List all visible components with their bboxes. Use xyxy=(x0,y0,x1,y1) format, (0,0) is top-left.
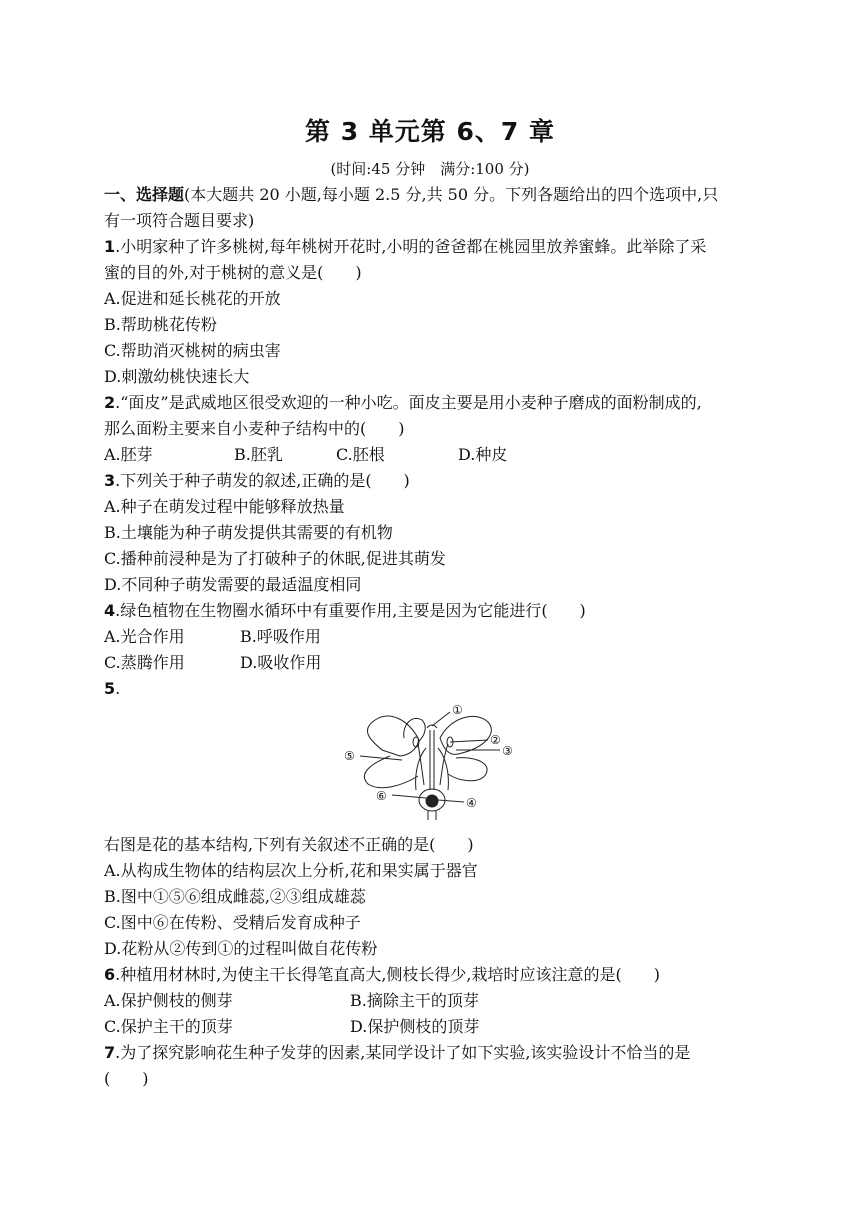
question-text: .种植用材林时,为使主干长得笔直高大,侧枝长得少,栽培时应该注意的是( ) xyxy=(115,965,660,984)
question-number: 3 xyxy=(104,471,116,490)
question-5-stem xyxy=(104,678,764,700)
ovule xyxy=(426,795,438,807)
question-6-option-b: B.摘除主干的顶芽 xyxy=(350,991,479,1010)
question-7-stem xyxy=(104,1042,764,1064)
question-number: 7 xyxy=(104,1043,116,1062)
question-6-options-row1 xyxy=(104,990,764,1012)
label-6: ⑥ xyxy=(376,789,387,803)
question-6-options-row2 xyxy=(104,1016,764,1038)
question-3-stem xyxy=(104,470,764,492)
question-text: .“面皮”是武威地区很受欢迎的一种小吃。面皮主要是用小麦种子磨成的面粉制成的, xyxy=(115,393,702,412)
question-4-option-b: B.呼吸作用 xyxy=(240,627,321,646)
question-1-stem xyxy=(104,236,764,258)
question-4-option-a: A.光合作用 xyxy=(104,627,185,646)
question-1-option-a: A.促进和延长桃花的开放 xyxy=(104,289,281,308)
leader-1 xyxy=(432,712,450,726)
question-1-option-b: B.帮助桃花传粉 xyxy=(104,315,217,334)
question-4-option-c: C.蒸腾作用 xyxy=(104,653,185,672)
question-2-stem xyxy=(104,392,764,414)
section-head: 一、选择题 xyxy=(104,185,185,204)
question-3-option-c: C.播种前浸种是为了打破种子的休眠,促进其萌发 xyxy=(104,549,446,568)
question-number: 6 xyxy=(104,965,116,984)
question-1-option-d: D.刺激幼桃快速长大 xyxy=(104,367,250,386)
question-6-option-a: A.保护侧枝的侧芽 xyxy=(104,991,233,1010)
question-4-options-row2 xyxy=(104,652,764,674)
question-5-option-d: D.花粉从②传到①的过程叫做自花传粉 xyxy=(104,939,378,958)
petal-left xyxy=(367,716,418,756)
question-2-option-c: C.胚根 xyxy=(336,445,385,464)
question-3-option-b: B.土壤能为种子萌发提供其需要的有机物 xyxy=(104,523,393,542)
page-title: 第 3 单元第 6、7 章 xyxy=(304,117,555,146)
section-header-line1 xyxy=(104,184,764,206)
petal-right xyxy=(440,716,491,754)
question-5-option-a: A.从构成生物体的结构层次上分析,花和果实属于器官 xyxy=(104,861,478,880)
question-4-stem xyxy=(104,600,764,622)
question-2-option-d: D.种皮 xyxy=(458,445,508,464)
style xyxy=(430,730,434,790)
question-number: 4 xyxy=(104,601,116,620)
flower-structure-diagram xyxy=(330,700,530,820)
leader-5 xyxy=(360,756,402,760)
label-4: ④ xyxy=(466,796,477,810)
section-instructions: (本大题共 20 小题,每小题 2.5 分,共 50 分。下列各题给出的四个选项中,只 xyxy=(184,185,719,204)
petal-back xyxy=(404,718,425,742)
question-3-option-a: A.种子在萌发过程中能够释放热量 xyxy=(104,497,345,516)
question-text: . xyxy=(115,679,121,698)
question-4-option-d: D.吸收作用 xyxy=(240,653,322,672)
sepal-right xyxy=(448,758,487,781)
question-text: .下列关于种子萌发的叙述,正确的是( ) xyxy=(115,471,410,490)
question-number: 5 xyxy=(104,679,116,698)
question-number: 2 xyxy=(104,393,116,412)
question-1-stem-cont: 蜜的目的外,对于桃树的意义是( ) xyxy=(104,263,362,282)
question-2-options xyxy=(104,444,764,466)
sepal-left xyxy=(364,756,418,788)
leader-2 xyxy=(450,740,488,742)
label-3: ③ xyxy=(502,744,513,758)
question-3-option-d: D.不同种子萌发需要的最适温度相同 xyxy=(104,575,362,594)
label-2: ② xyxy=(490,733,501,747)
question-text: .小明家种了许多桃树,每年桃树开花时,小明的爸爸都在桃园里放养蜜蜂。此举除了采 xyxy=(115,237,707,256)
question-2-option-b: B.胚乳 xyxy=(234,445,283,464)
question-number: 1 xyxy=(104,237,116,256)
leader-4 xyxy=(438,800,464,802)
receptacle xyxy=(416,748,449,790)
question-text: .为了探究影响花生种子发芽的因素,某同学设计了如下实验,该实验设计不恰当的是 xyxy=(115,1043,691,1062)
exam-subtitle: (时间:45 分钟 满分:100 分) xyxy=(330,160,530,178)
question-4-options-row1 xyxy=(104,626,764,648)
question-5-option-c: C.图中⑥在传粉、受精后发育成种子 xyxy=(104,913,361,932)
question-2-stem-cont: 那么面粉主要来自小麦种子结构中的( ) xyxy=(104,419,405,438)
question-5-stem-cont: 右图是花的基本结构,下列有关叙述不正确的是( ) xyxy=(104,835,474,854)
question-5-option-b: B.图中①⑤⑥组成雌蕊,②③组成雄蕊 xyxy=(104,887,366,906)
label-1: ① xyxy=(452,703,463,717)
filament xyxy=(418,744,448,785)
question-1-option-c: C.帮助消灭桃树的病虫害 xyxy=(104,341,281,360)
question-6-option-d: D.保护侧枝的顶芽 xyxy=(350,1017,480,1036)
section-header-line2: 有一项符合题目要求) xyxy=(104,211,255,230)
flower-stalk xyxy=(428,811,436,820)
question-2-option-a: A.胚芽 xyxy=(104,445,153,464)
question-text: .绿色植物在生物圈水循环中有重要作用,主要是因为它能进行( ) xyxy=(115,601,586,620)
question-7-stem-cont: ( ) xyxy=(104,1069,149,1088)
leader-6 xyxy=(392,795,426,798)
question-6-option-c: C.保护主干的顶芽 xyxy=(104,1017,233,1036)
label-5: ⑤ xyxy=(344,749,355,763)
question-6-stem xyxy=(104,964,764,986)
